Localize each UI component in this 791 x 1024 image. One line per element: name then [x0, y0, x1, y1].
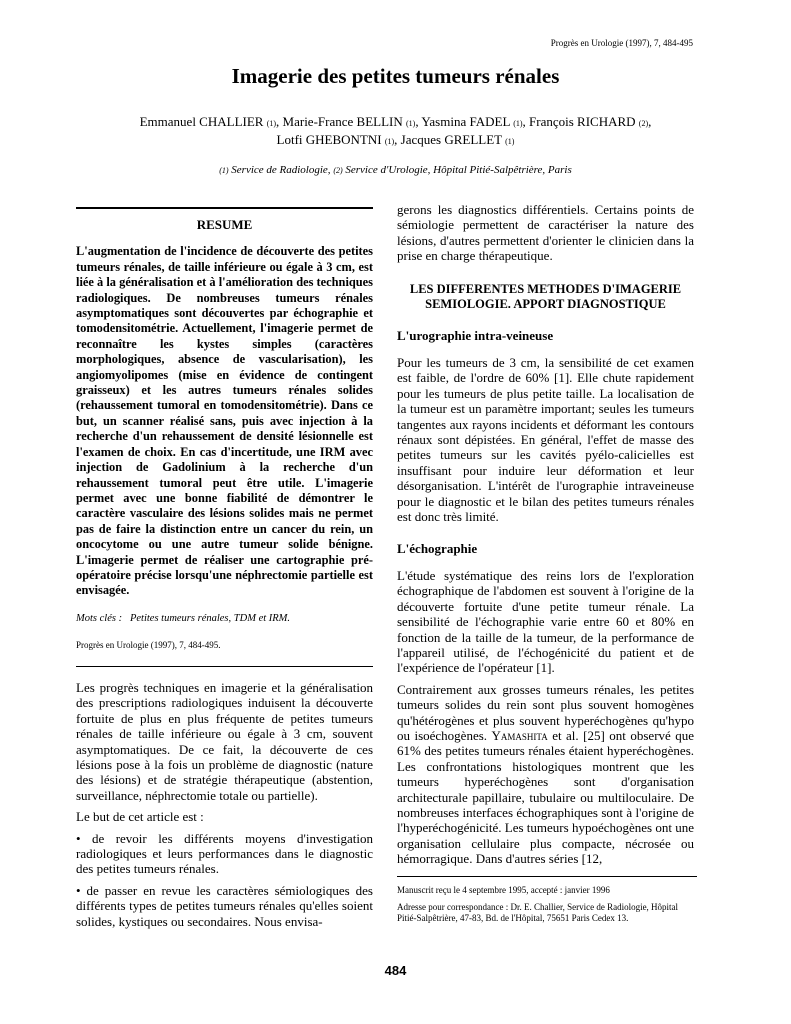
left-column-body — [76, 680, 373, 935]
abstract-citation: Progrès en Urologie (1997), 7, 484-495. — [76, 640, 221, 651]
body-paragraph: gerons les diagnostics différentiels. Certains points de sémiologie permettent de caractériser la nature des lésions, d'autres permettent d'orienter le clinicien dans la prise en charge thérapeutique. — [397, 202, 694, 264]
body-paragraph: L'étude systématique des reins lors de l'exploration échographique de l'abdomen est souvent à l'origine de la découverte fortuite d'une petite tumeur rénale. La sensibilité de l'échographie varie entre 60 et 80% en fonction de la taille de la tumeur, de la performance de l'appareil utilisé, de l'échogénicité du patient et de l'expérience de l'opérateur [1]. — [397, 567, 694, 676]
page-number: 484 — [384, 963, 407, 978]
author-name: Emmanuel CHALLIER — [139, 114, 264, 129]
subsection-heading: L'urographie intra-veineuse — [397, 327, 554, 343]
body-paragraph — [397, 682, 694, 867]
author-name: , Jacques GRELLET — [394, 132, 502, 147]
author-name: , Marie-France BELLIN — [276, 114, 403, 129]
section-heading: LES DIFFERENTES METHODES D'IMAGERIE SEMIOLOGIE. APPORT DIAGNOSTIQUE — [409, 281, 682, 311]
abstract-box — [76, 207, 373, 667]
journal-reference-header: Progrès en Urologie (1997), 7, 484-495 — [550, 38, 693, 48]
body-text: Contrairement aux grosses tumeurs rénales, les petites tumeurs solides du rein sont plus souvent homogènes qu'hétérogènes et plus souvent hyperéchogènes qu'hypo ou isoéchogènes. — [397, 681, 694, 743]
keywords-label: Mots clés : — [76, 612, 123, 624]
body-paragraph: Pour les tumeurs de 3 cm, la sensibilité de cet examen est faible, de l'ordre de 60% [1]. Elle chute rapidement pour les tumeurs de plus petite taille. La localisation de la tumeur est un paramètre important; seules les tumeurs tangentes aux rayons incidents et déformant les contours rénaux sont dépistées. En général, l'effet de masse des petites tumeurs sur les cavités pyélo-calicielles est insuffisant pour induire leur déformation et leur désorganisation. L'intérêt de l'urographie intraveineuse pour le diagnostic et le bilan des petites tumeurs rénales est donc très limité. — [397, 355, 694, 525]
author-name: , François RICHARD — [522, 114, 636, 129]
keywords-text: Petites tumeurs rénales, TDM et IRM. — [129, 612, 291, 624]
cited-author: Yamashita — [491, 727, 548, 743]
right-column-body — [397, 202, 694, 873]
author-affiliation-mark: (1) — [513, 119, 523, 128]
affiliations — [0, 164, 791, 176]
author-affiliation-mark: (1) — [384, 137, 395, 146]
author-affiliation-mark: (2) — [638, 119, 649, 128]
abstract-heading: RESUME — [196, 217, 253, 232]
author-affiliation-mark: (1) — [505, 137, 515, 146]
abstract-text: L'augmentation de l'incidence de découverte des petites tumeurs rénales, de taille inférieure ou égale à 3 cm, est liée à la généralisation et à l'amélioration des techniques radiologiques. De nombreuses tumeurs rénales asymptomatiques sont découvertes par échographie et tomodensitométrie. Actuellement, l'imagerie permet de reconnaître les kystes simples (caractères morphologiques, absence de vascularisation), les angiomyolipomes (mise en évidence de contingent graisseux) et les autres tumeurs rénales solides (rehaussement tumoral en tomodensitométrie). Dans ce but, un scanner réalisé sans, puis avec injection à la recherche d'un rehaussement de densité lésionnelle est l'examen de choix. En cas d'incertitude, une IRM avec injection de Gadolinium à la recherche d'un rehaussement tumoral peut être utile. L'imagerie permet avec une bonne fiabilité de démontrer le caractère vasculaire des lésions solides mais ne permet pas de faire la distinction entre un cancer du rein, un oncocytome ou une autre tumeur solide bénigne. L'imagerie permet de réaliser une cartographie pré-opératoire précise lorsqu'une néphrectomie partielle est envisagée. — [76, 244, 373, 598]
subsection-heading: L'échographie — [397, 540, 478, 556]
author-name: Lotfi GHEBONTNI — [276, 132, 382, 147]
affiliation-text: Service de Radiologie, — [231, 164, 331, 176]
keywords — [76, 611, 373, 626]
body-paragraph: Les progrès techniques en imagerie et la généralisation des prescriptions radiologiques induisent la découverte fortuite de plus en plus fréquente de petites tumeurs rénales de taille inférieure ou égale à 3 cm, souvent asymptomatiques. De ce fait, la découverte de ces lésions pose à la fois un problème de diagnostic (nature des lésions) et de stratégie thérapeutique (abstention, surveillance, néphrectomie totale ou partielle). — [76, 680, 373, 803]
bullet-paragraph: • de revoir les différents moyens d'investigation radiologiques et leurs performances dans le diagnostic des petites tumeurs rénales. — [76, 830, 373, 877]
affiliation-mark: (2) — [333, 166, 343, 175]
body-paragraph: Le but de cet article est : — [76, 809, 204, 825]
abstract-top-rule — [76, 207, 373, 209]
author-affiliation-mark: (1) — [266, 119, 277, 128]
footnote — [397, 876, 697, 930]
author-list: Emmanuel CHALLIER (1), Marie-France BELLIN (1), Yasmina FADEL (1), François RICHARD (2), Lotfi GHEBONTNI (1), Jacques GRELLET (1) — [139, 114, 652, 147]
footnote-address: Adresse pour correspondance : Dr. E. Challier, Service de Radiologie, Hôpital Pitié-Salpêtrière, 47-83, Bd. de l'Hôpital, 75651 Paris Cedex 13. — [397, 901, 679, 923]
author-affiliation-mark: (1) — [405, 119, 416, 128]
author-name: , Yasmina FADEL — [415, 114, 510, 129]
body-text: et al. [25] ont observé que 61% des petites tumeurs rénales étaient hyperéchogènes. Les confrontations histologiques montrent que les tumeurs hyperéchogènes sont d'organisation architecturale papillaire, tubulaire ou multiloculaire. De nombreuses interfaces échographiques sont à l'origine de l'hyperéchogénicité. Les tumeurs hypoéchogènes ont une organisation cellulaire plus compacte, nécrosée ou hémorragique. Dans d'autres séries [12, — [397, 727, 695, 867]
affiliation-text: Service d'Urologie, Hôpital Pitié-Salpêtrière, Paris — [345, 164, 572, 176]
affiliation-mark: (1) — [219, 166, 229, 175]
abstract-bottom-rule — [76, 666, 373, 667]
bullet-paragraph: • de passer en revue les caractères sémiologiques des différents types de petites tumeurs rénales qu'elles soient solides, kystiques ou secondaires. Nous envisa- — [76, 882, 373, 929]
article-title: Imagerie des petites tumeurs rénales — [231, 64, 560, 88]
footnote-received: Manuscrit reçu le 4 septembre 1995, accepté : janvier 1996 — [397, 885, 610, 895]
